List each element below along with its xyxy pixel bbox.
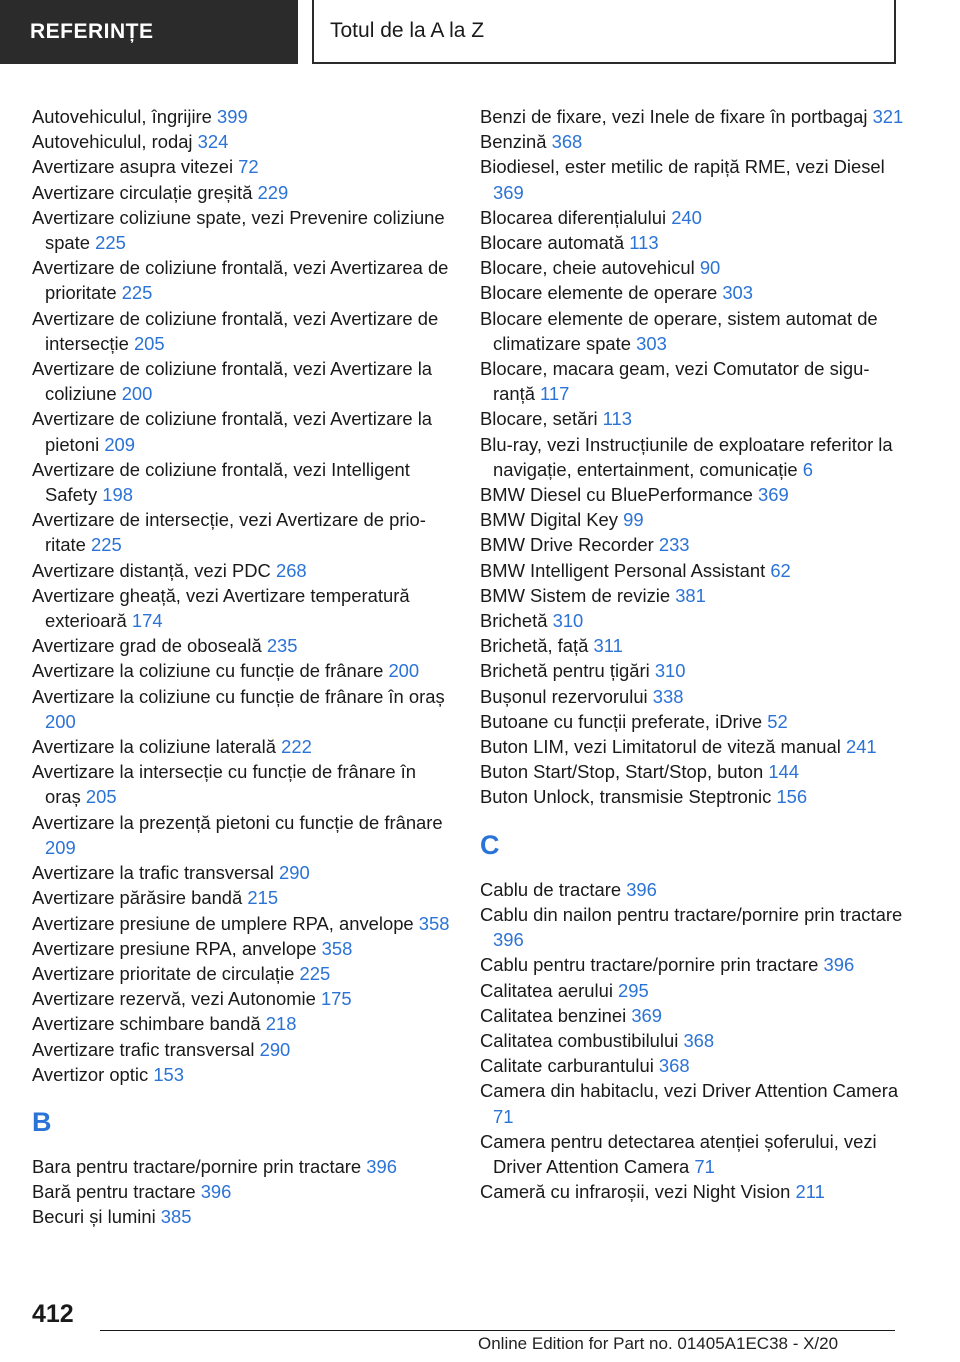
index-entry-text: Blocare, setări bbox=[480, 408, 598, 430]
index-entry-text: Avertizare prioritate de circulație bbox=[32, 962, 295, 984]
page-link[interactable]: 200 bbox=[388, 660, 420, 682]
index-entry bbox=[32, 759, 452, 809]
index-entry-text: Blocare automată bbox=[480, 232, 625, 254]
index-entry bbox=[32, 255, 452, 305]
index-entry-text: BMW Digital Key bbox=[480, 509, 618, 531]
index-entry bbox=[480, 952, 905, 977]
page-link[interactable]: 311 bbox=[593, 635, 623, 657]
page-link[interactable]: 303 bbox=[636, 332, 667, 354]
page-link[interactable]: 225 bbox=[299, 962, 331, 984]
page-link[interactable]: 358 bbox=[321, 937, 353, 959]
index-entry-text: Avertizor optic bbox=[32, 1063, 149, 1085]
page-link[interactable]: 6 bbox=[802, 458, 813, 480]
page-link[interactable]: 399 bbox=[217, 106, 248, 127]
index-entry bbox=[32, 1179, 452, 1204]
page-link[interactable]: 290 bbox=[279, 862, 310, 884]
index-entry-text: Blu-ray, vezi Instrucțiunile de exploatare referitor la navigație, entertainment, comunicație bbox=[480, 433, 893, 480]
index-entry-text: Avertizare grad de oboseală bbox=[32, 635, 262, 657]
index-entry bbox=[480, 104, 905, 129]
index-entry bbox=[480, 482, 905, 507]
index-entry-text: Autovehiculul, îngrijire bbox=[32, 106, 212, 127]
index-entry-text: Benzină bbox=[480, 131, 547, 153]
index-entry-text: Bușonul rezervorului bbox=[480, 685, 648, 707]
index-entry bbox=[32, 129, 452, 154]
page-link[interactable]: 396 bbox=[626, 878, 657, 900]
page-link[interactable]: 156 bbox=[776, 786, 808, 808]
index-entry-text: BMW Sistem de revizie bbox=[480, 584, 671, 606]
index-entry-text: Avertizare de coliziune frontală, vezi Avertizarea de prioritate bbox=[32, 257, 449, 304]
page-link[interactable]: 72 bbox=[238, 156, 259, 178]
page-link[interactable]: 396 bbox=[493, 929, 524, 951]
index-entry bbox=[32, 1204, 452, 1229]
index-entry bbox=[480, 759, 905, 784]
page-link[interactable]: 358 bbox=[418, 912, 450, 934]
index-entry bbox=[32, 986, 452, 1011]
index-entry-text: Avertizare distanță, vezi PDC bbox=[32, 559, 271, 581]
page-link[interactable]: 215 bbox=[247, 887, 279, 909]
index-entry bbox=[32, 406, 452, 456]
footer-divider bbox=[100, 1330, 895, 1331]
page-link[interactable]: 321 bbox=[872, 106, 904, 127]
index-entry-text: BMW Diesel cu BluePerformance bbox=[480, 484, 753, 506]
page-link[interactable]: 225 bbox=[91, 534, 122, 556]
index-entry bbox=[32, 1154, 452, 1179]
page-link[interactable]: 303 bbox=[722, 282, 753, 304]
index-entry-text: Avertizare părăsire bandă bbox=[32, 887, 243, 909]
index-entry bbox=[480, 684, 905, 709]
index-entry bbox=[480, 658, 905, 683]
index-entry bbox=[32, 558, 452, 583]
index-entry-text: Blocarea diferențialului bbox=[480, 206, 667, 228]
index-entry-text: Blocare elemente de operare, sistem automat de climatizare spate bbox=[480, 307, 878, 354]
index-column-left bbox=[32, 104, 452, 1230]
edition-note: Online Edition for Part no. 01405A1EC38 - X/20 bbox=[478, 1334, 839, 1353]
page-link[interactable]: 209 bbox=[104, 433, 136, 455]
index-entry-text: Calitatea aerului bbox=[480, 979, 613, 1001]
page-link[interactable]: 324 bbox=[197, 131, 229, 153]
index-entry bbox=[32, 457, 452, 507]
index-entry-text: Buton Start/Stop, Start/Stop, buton bbox=[480, 761, 764, 783]
index-entry-text: Buton LIM, vezi Limitatorul de viteză manual bbox=[480, 736, 841, 758]
index-entry bbox=[32, 936, 452, 961]
page-link[interactable]: 174 bbox=[131, 610, 163, 632]
index-entry bbox=[480, 532, 905, 557]
index-entry bbox=[32, 1062, 452, 1087]
page-link[interactable]: 396 bbox=[366, 1155, 397, 1177]
index-entry bbox=[480, 205, 905, 230]
index-entry bbox=[32, 911, 452, 936]
index-entry-text: Brichetă, față bbox=[480, 635, 589, 657]
index-entry bbox=[480, 978, 905, 1003]
page-link[interactable]: 113 bbox=[629, 232, 659, 254]
page-link[interactable]: 113 bbox=[602, 408, 632, 430]
index-entry bbox=[480, 734, 905, 759]
index-entry bbox=[480, 255, 905, 280]
page-link[interactable]: 209 bbox=[45, 836, 76, 858]
page-link[interactable]: 117 bbox=[540, 383, 570, 405]
page-link[interactable]: 396 bbox=[823, 954, 855, 976]
index-entry-text: Avertizare de coliziune frontală, vezi Avertizare de intersecție bbox=[32, 307, 439, 354]
index-entry-text: Blocare, macara geam, vezi Comutator de siguranță bbox=[480, 358, 870, 405]
index-entry-text: Avertizare de coliziune frontală, vezi Avertizare la coliziune bbox=[32, 358, 433, 405]
index-entry bbox=[480, 129, 905, 154]
index-entry bbox=[32, 205, 452, 255]
index-entry bbox=[32, 658, 452, 683]
page-link[interactable]: 225 bbox=[95, 232, 126, 254]
index-entry-text: Avertizare de coliziune frontală, vezi Intelligent Safety bbox=[32, 458, 410, 506]
index-entry-text: Avertizare trafic transversal bbox=[32, 1038, 255, 1060]
index-entry bbox=[32, 1037, 452, 1062]
index-entry-text: Avertizare de intersecție, vezi Avertizare de prioritate bbox=[32, 509, 426, 556]
index-entry bbox=[32, 1011, 452, 1036]
index-entry-text: BMW Intelligent Personal Assistant bbox=[480, 559, 766, 581]
index-entry bbox=[32, 885, 452, 910]
index-entry-text: Calitatea combustibilului bbox=[480, 1029, 679, 1051]
page-link[interactable]: 90 bbox=[699, 257, 721, 279]
index-entry bbox=[480, 406, 905, 431]
index-entry bbox=[32, 810, 452, 860]
index-entry-text: Avertizare presiune RPA, anvelope bbox=[32, 937, 317, 959]
page-link[interactable]: 198 bbox=[102, 484, 133, 506]
page-link[interactable]: 369 bbox=[758, 484, 789, 506]
index-entry bbox=[32, 507, 452, 557]
index-entry-text: Cameră cu infraroșii, vezi Night Vision bbox=[480, 1181, 791, 1203]
index-entry bbox=[480, 1053, 905, 1078]
index-entry-text: Avertizare la trafic transversal bbox=[32, 862, 274, 884]
page-link[interactable]: 205 bbox=[133, 332, 165, 354]
page-link[interactable]: 290 bbox=[259, 1038, 291, 1060]
index-entry bbox=[480, 306, 905, 356]
index-entry-text: Calitate carburantului bbox=[480, 1055, 654, 1077]
index-entry-text: Biodiesel, ester metilic de rapiță RME, vezi Diesel bbox=[480, 156, 885, 178]
index-entry-text: Avertizare de coliziune frontală, vezi Avertizare la pietoni bbox=[32, 408, 433, 455]
page-link[interactable]: 310 bbox=[552, 610, 584, 632]
index-entry bbox=[480, 784, 905, 809]
section-tab bbox=[0, 0, 298, 64]
page-link[interactable]: 225 bbox=[121, 282, 153, 304]
index-entry-text: Camera pentru detectarea atenției șoferului, vezi Driver Attention Camera bbox=[480, 1130, 877, 1177]
page-link[interactable]: 310 bbox=[654, 660, 686, 682]
index-entry bbox=[480, 558, 905, 583]
page-link[interactable]: 62 bbox=[770, 559, 791, 581]
index-entry-text: Avertizare la coliziune cu funcție de frânare în oraș bbox=[32, 685, 445, 707]
page-link[interactable]: 369 bbox=[493, 181, 524, 203]
index-letter-heading: B bbox=[32, 1106, 52, 1137]
index-entry-text: Brichetă bbox=[480, 610, 548, 632]
index-entry-text: Avertizare la prezență pietoni cu funcție de frânare bbox=[32, 811, 443, 833]
index-entry bbox=[32, 684, 452, 734]
chapter-title: Totul de la A la Z bbox=[330, 19, 485, 42]
index-entry-text: Avertizare presiune de umplere RPA, anvelope bbox=[32, 912, 414, 934]
page-link[interactable]: 338 bbox=[652, 685, 684, 707]
page-link[interactable]: 99 bbox=[623, 509, 644, 531]
page-link[interactable]: 368 bbox=[551, 131, 583, 153]
index-entry bbox=[480, 432, 905, 482]
index-entry-text: Camera din habitaclu, vezi Driver Attention Camera bbox=[480, 1080, 899, 1102]
index-entry bbox=[480, 154, 905, 204]
page-number: 412 bbox=[32, 1300, 74, 1328]
index-column-right bbox=[480, 104, 905, 1204]
index-entry-text: BMW Drive Recorder bbox=[480, 534, 654, 556]
index-entry bbox=[32, 583, 452, 633]
index-entry bbox=[32, 961, 452, 986]
index-entry bbox=[480, 356, 905, 406]
index-entry bbox=[32, 633, 452, 658]
page-link[interactable]: 222 bbox=[281, 736, 312, 758]
chapter-tab bbox=[312, 0, 896, 64]
page-link[interactable]: 235 bbox=[266, 635, 298, 657]
index-entry-text: Buton Unlock, transmisie Steptronic bbox=[480, 786, 772, 808]
index-entry-text: Blocare, cheie autovehicul bbox=[480, 257, 695, 279]
page-link[interactable]: 144 bbox=[768, 761, 799, 783]
index-entry-text: Avertizare la coliziune laterală bbox=[32, 736, 276, 758]
index-entry-text: Avertizare gheață, vezi Avertizare temperatură exterioară bbox=[32, 584, 410, 632]
index-entry-text: Avertizare la coliziune cu funcție de frânare bbox=[32, 660, 384, 682]
page-link[interactable]: 369 bbox=[631, 1004, 663, 1026]
page-link[interactable]: 268 bbox=[275, 559, 307, 581]
index-entry bbox=[480, 633, 905, 658]
page-link[interactable]: 368 bbox=[683, 1029, 715, 1051]
index-entry bbox=[32, 104, 452, 129]
index-entry-text: Butoane cu funcții preferate, iDrive bbox=[480, 710, 763, 732]
section-title: REFERINȚE bbox=[30, 20, 154, 43]
index-entry-text: Becuri și lumini bbox=[32, 1206, 156, 1228]
index-entry bbox=[480, 1003, 905, 1028]
page-link[interactable]: 385 bbox=[160, 1206, 192, 1228]
page-link[interactable]: 71 bbox=[493, 1105, 514, 1127]
page-link[interactable]: 200 bbox=[45, 710, 76, 732]
page-link[interactable]: 175 bbox=[320, 988, 352, 1010]
index-entry bbox=[480, 709, 905, 734]
index-entry bbox=[32, 180, 452, 205]
page-link[interactable]: 71 bbox=[694, 1155, 715, 1177]
index-entry bbox=[480, 507, 905, 532]
index-entry-text: Benzi de fixare, vezi Inele de fixare în portbagaj bbox=[480, 106, 868, 127]
index-entry bbox=[32, 860, 452, 885]
page-link[interactable]: 396 bbox=[200, 1181, 232, 1203]
page-link[interactable]: 368 bbox=[658, 1055, 690, 1077]
index-entry-text: Avertizare asupra vitezei bbox=[32, 156, 234, 178]
page-link[interactable]: 241 bbox=[845, 736, 877, 758]
index-entry-text: Cablu din nailon pentru tractare/pornire prin tractare bbox=[480, 903, 903, 925]
index-entry-text: Avertizare schimbare bandă bbox=[32, 1013, 261, 1035]
index-entry-text: Blocare elemente de operare bbox=[480, 282, 718, 304]
index-entry-text: Brichetă pentru țigări bbox=[480, 660, 650, 682]
page-link[interactable]: 211 bbox=[795, 1181, 825, 1203]
index-entry bbox=[480, 877, 905, 902]
page-link[interactable]: 218 bbox=[265, 1013, 297, 1035]
index-entry bbox=[32, 356, 452, 406]
index-entry bbox=[480, 280, 905, 305]
index-entry-text: Bară pentru tractare bbox=[32, 1181, 196, 1203]
index-entry-text: Avertizare la intersecție cu funcție de frânare în oraș bbox=[32, 761, 417, 808]
page-link[interactable]: 233 bbox=[658, 534, 690, 556]
page-link[interactable]: 240 bbox=[671, 206, 702, 228]
index-entry-text: Calitatea benzinei bbox=[480, 1004, 627, 1026]
index-entry-text: Cablu de tractare bbox=[480, 878, 622, 900]
index-entry-text: Cablu pentru tractare/pornire prin tractare bbox=[480, 954, 819, 976]
page-link[interactable]: 205 bbox=[85, 786, 117, 808]
page-link[interactable]: 229 bbox=[257, 181, 289, 203]
index-entry bbox=[480, 1179, 905, 1204]
index-entry-text: Autovehiculul, rodaj bbox=[32, 131, 193, 153]
index-entry bbox=[480, 230, 905, 255]
index-entry bbox=[480, 902, 905, 952]
index-entry bbox=[32, 734, 452, 759]
index-entry-text: Avertizare circulație greșită bbox=[32, 181, 253, 203]
index-entry bbox=[480, 608, 905, 633]
index-entry bbox=[32, 154, 452, 179]
index-entry-text: Avertizare rezervă, vezi Autonomie bbox=[32, 988, 316, 1010]
page-link[interactable]: 52 bbox=[767, 710, 788, 732]
index-entry bbox=[480, 583, 905, 608]
index-entry bbox=[480, 1129, 905, 1179]
index-entry bbox=[32, 306, 452, 356]
index-letter-heading: C bbox=[480, 829, 500, 860]
index-entry bbox=[480, 1078, 905, 1128]
page-link[interactable]: 153 bbox=[153, 1063, 184, 1085]
index-entry bbox=[480, 1028, 905, 1053]
page-link[interactable]: 295 bbox=[618, 979, 649, 1001]
page-link[interactable]: 200 bbox=[121, 383, 153, 405]
index-entry-text: Avertizare coliziune spate, vezi Prevenire coliziune spate bbox=[32, 206, 445, 254]
page-link[interactable]: 381 bbox=[675, 584, 706, 606]
index-entry-text: Bara pentru tractare/pornire prin tractare bbox=[32, 1155, 362, 1177]
